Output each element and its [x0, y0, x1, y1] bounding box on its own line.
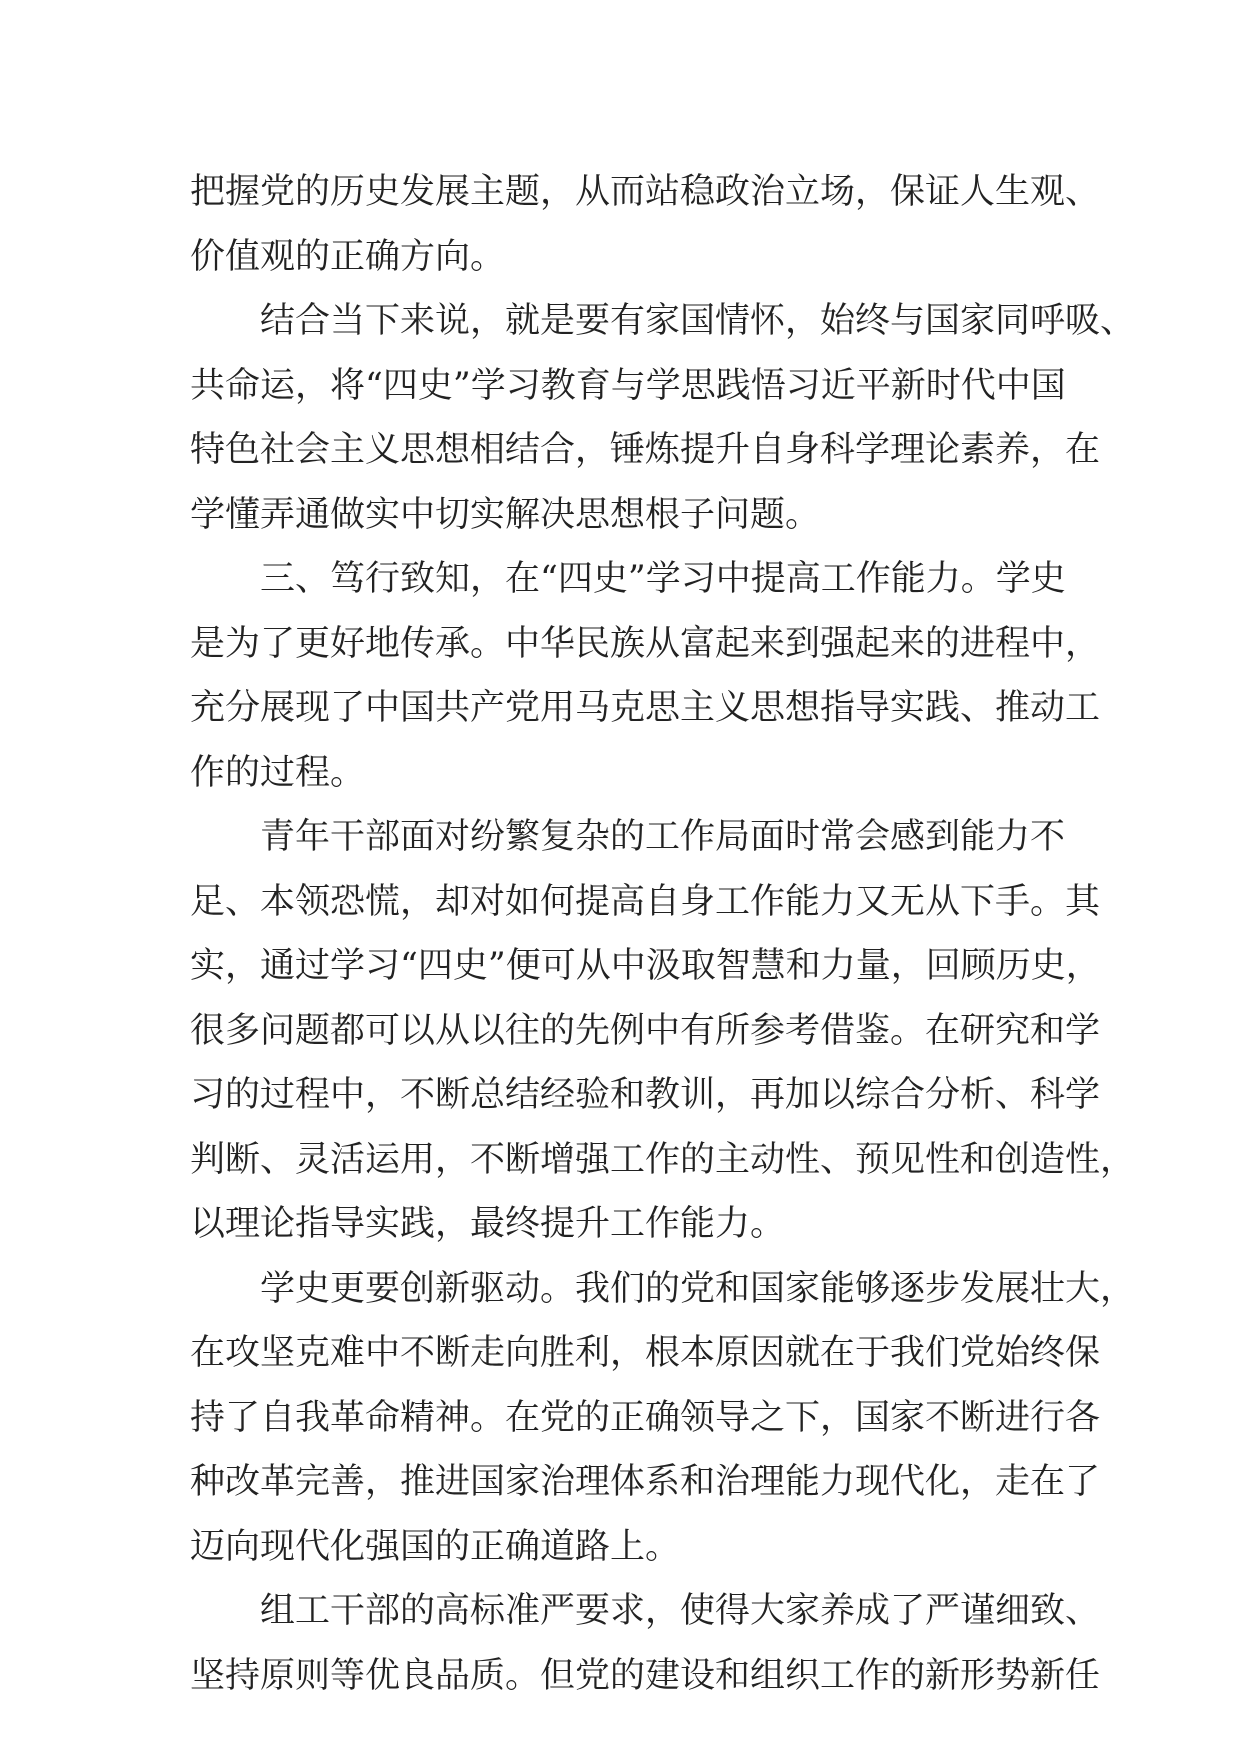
- text-line: 价值观的正确方向。: [190, 236, 506, 277]
- text-line: 很多问题都可以从以往的先例中有所参考借鉴。在研究和学: [190, 1010, 1101, 1051]
- text-line: 是为了更好地传承。中华民族从富起来到强起来的进程中，: [190, 623, 1101, 664]
- paragraph-first-line: 组工干部的高标准严要求，使得大家养成了严谨细致、: [260, 1591, 1101, 1631]
- text-line: 迈向现代化强国的正确道路上。: [190, 1526, 681, 1567]
- text-line: 充分展现了中国共产党用马克思主义思想指导实践、推动工: [190, 688, 1101, 728]
- text-line: 作的过程。: [190, 752, 366, 793]
- text-line: 持了自我革命精神。在党的正确领导之下，国家不断进行各: [190, 1397, 1101, 1438]
- text-line: 足、本领恐慌，却对如何提高自身工作能力又无从下手。其: [190, 881, 1101, 922]
- text-line: 种改革完善，推进国家治理体系和治理能力现代化，走在了: [190, 1462, 1101, 1502]
- text-line: 以理论指导实践，最终提升工作能力。: [190, 1204, 786, 1244]
- text-line: 特色社会主义思想相结合，锤炼提升自身科学理论素养，在: [190, 430, 1101, 470]
- text-line: 把握党的历史发展主题，从而站稳政治立场，保证人生观、: [190, 172, 1101, 212]
- paragraph-first-line: 三、笃行致知，在“四史”学习中提高工作能力。学史: [260, 559, 1066, 599]
- text-line: 习的过程中，不断总结经验和教训，再加以综合分析、科学: [190, 1075, 1101, 1115]
- paragraph-first-line: 青年干部面对纷繁复杂的工作局面时常会感到能力不: [260, 817, 1066, 857]
- body-text: [190, 160, 1136, 1708]
- text-line: 判断、灵活运用，不断增强工作的主动性、预见性和创造性，: [190, 1139, 1136, 1180]
- paragraph-first-line: 学史更要创新驱动。我们的党和国家能够逐步发展壮大，: [260, 1268, 1136, 1309]
- text-line: 实，通过学习“四史”便可从中汲取智慧和力量，回顾历史，: [190, 946, 1101, 986]
- paragraph-first-line: 结合当下来说，就是要有家国情怀，始终与国家同呼吸、: [260, 301, 1136, 341]
- text-line: 共命运，将“四史”学习教育与学思践悟习近平新时代中国: [190, 365, 1066, 406]
- text-line: 学懂弄通做实中切实解决思想根子问题。: [190, 494, 821, 535]
- text-line: 在攻坚克难中不断走向胜利，根本原因就在于我们党始终保: [190, 1333, 1101, 1373]
- text-line: 坚持原则等优良品质。但党的建设和组织工作的新形势新任: [190, 1655, 1101, 1696]
